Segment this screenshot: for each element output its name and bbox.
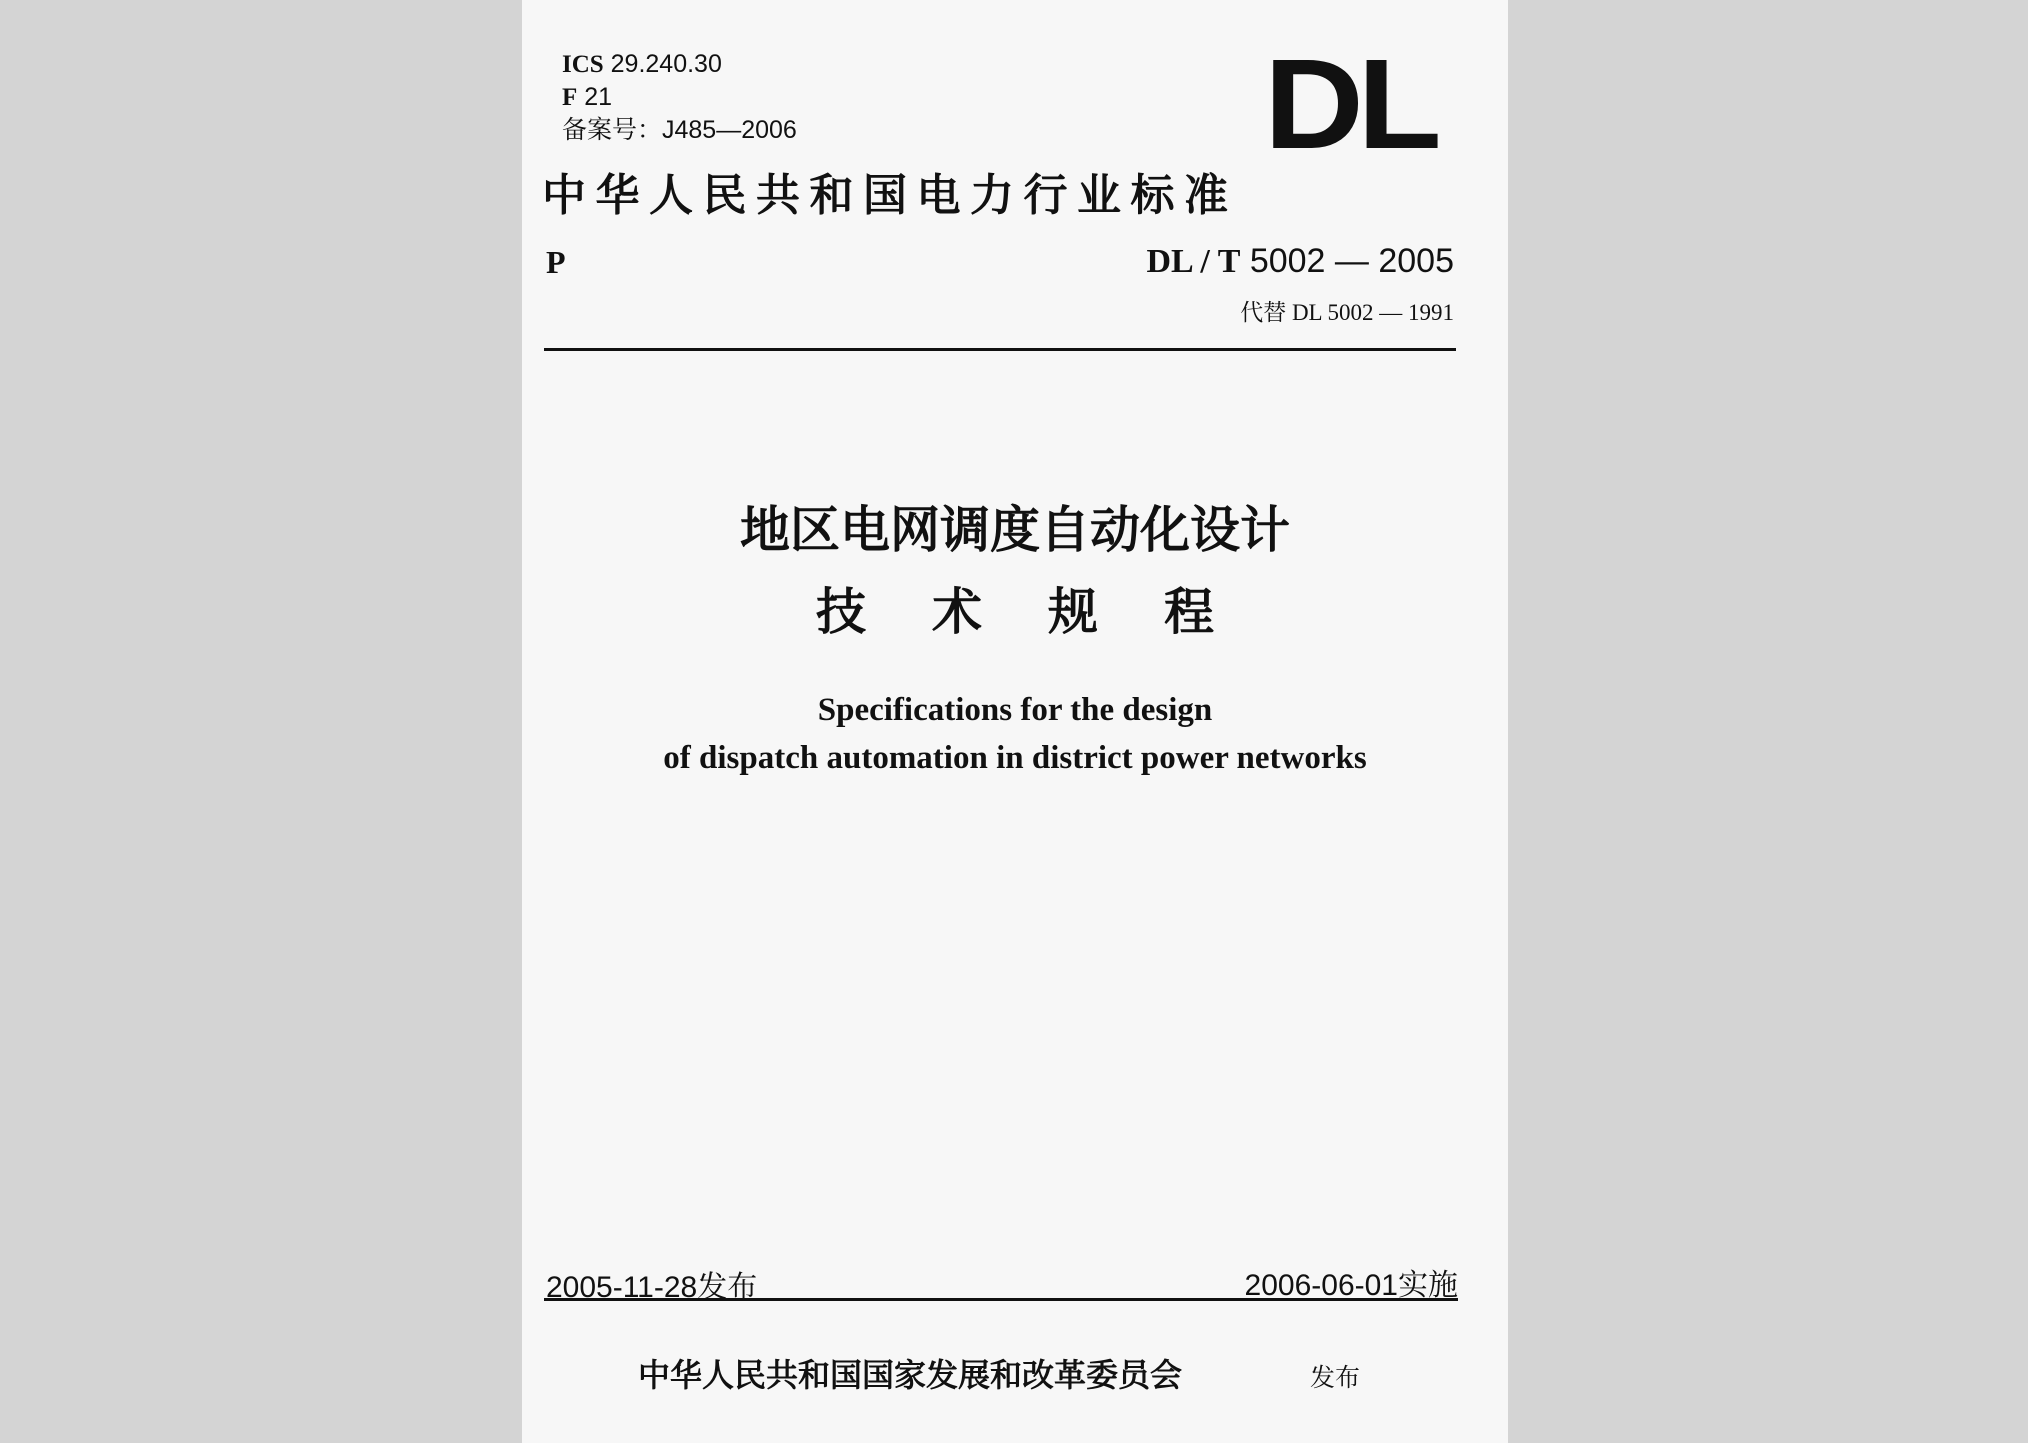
bottom-divider bbox=[544, 1298, 1458, 1301]
document-page bbox=[522, 0, 1508, 1443]
standard-code-number: 5002 — 2005 bbox=[1249, 242, 1454, 280]
title-cn-line1: 地区电网调度自动化设计 bbox=[740, 501, 1290, 559]
standard-code bbox=[1147, 242, 1455, 281]
standard-code-prefix: DL / T bbox=[1146, 243, 1241, 280]
issuer-name: 中华人民共和国国家发展和改革委员会 bbox=[638, 1356, 1183, 1394]
classification-line bbox=[562, 81, 612, 114]
record-number: 备案号：J485—2006 bbox=[562, 116, 797, 144]
title-cn-line2: 技术规程 bbox=[816, 583, 1280, 641]
ics-code: 29.240.30 bbox=[610, 50, 722, 78]
top-divider bbox=[544, 348, 1456, 351]
category-code: P bbox=[546, 244, 566, 280]
title-en-line1: Specifications for the design bbox=[817, 692, 1213, 728]
replaces-note: 代替 DL 5002 — 1991 bbox=[1240, 300, 1454, 325]
dl-logo: DL bbox=[1264, 33, 1436, 176]
ics-line bbox=[562, 48, 722, 81]
industry-standard-title: 中华人民共和国电力行业标准 bbox=[542, 170, 1238, 221]
issue-date: 2005-11-28发布 bbox=[546, 1271, 758, 1304]
title-en-line2: of dispatch automation in district power networks bbox=[663, 740, 1367, 776]
class-number: 21 bbox=[584, 83, 613, 111]
issuer-suffix: 发布 bbox=[1310, 1363, 1361, 1392]
class-letter: F bbox=[562, 84, 578, 111]
ics-label: ICS bbox=[562, 51, 604, 78]
effective-date: 2006-06-01实施 bbox=[1244, 1269, 1458, 1302]
